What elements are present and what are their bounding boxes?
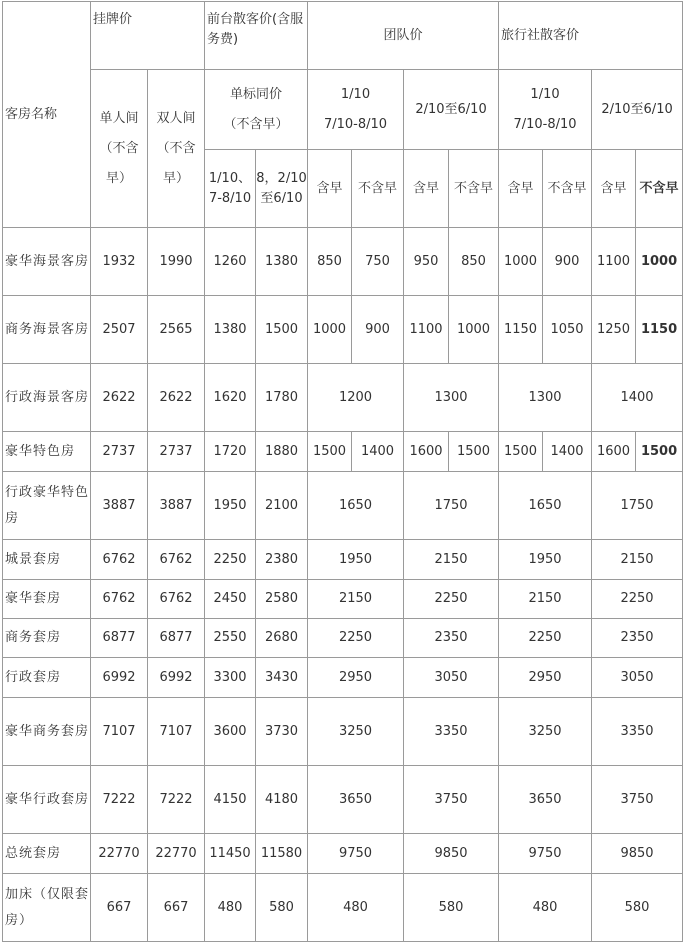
price-cell: 3750 <box>592 766 683 834</box>
price-cell: 1500 <box>499 432 543 472</box>
double-room-header: 双人间 （不含 早） <box>148 70 205 228</box>
table-row <box>3 296 683 364</box>
price-cell: 6877 <box>148 619 205 658</box>
price-cell: 1250 <box>592 296 636 364</box>
price-cell: 4150 <box>205 766 256 834</box>
price-cell: 1100 <box>404 296 449 364</box>
price-cell: 2737 <box>148 432 205 472</box>
price-cell: 1000 <box>636 228 683 296</box>
price-cell: 6762 <box>91 540 148 580</box>
price-cell: 6992 <box>91 658 148 698</box>
price-cell: 2622 <box>91 364 148 432</box>
price-cell: 9750 <box>499 834 592 874</box>
room-name-cell: 加床（仅限套房） <box>3 874 91 942</box>
price-cell: 22770 <box>91 834 148 874</box>
price-cell: 7107 <box>91 698 148 766</box>
price-cell: 2250 <box>205 540 256 580</box>
room-name-cell: 行政海景客房 <box>3 364 91 432</box>
price-cell: 1300 <box>404 364 499 432</box>
room-name-cell: 行政套房 <box>3 658 91 698</box>
group-price-header: 团队价 <box>308 2 499 70</box>
price-cell: 1500 <box>308 432 352 472</box>
price-cell: 9850 <box>592 834 683 874</box>
price-cell: 1720 <box>205 432 256 472</box>
price-cell: 9850 <box>404 834 499 874</box>
group-period-b-header: 2/10至6/10 <box>404 70 499 150</box>
list-price-header: 挂牌价 <box>91 2 205 70</box>
price-cell: 480 <box>499 874 592 942</box>
price-cell: 2250 <box>404 580 499 619</box>
price-cell: 2250 <box>499 619 592 658</box>
price-cell: 3250 <box>499 698 592 766</box>
price-cell: 6762 <box>148 540 205 580</box>
price-cell: 1990 <box>148 228 205 296</box>
price-cell: 2150 <box>592 540 683 580</box>
price-cell: 1500 <box>256 296 308 364</box>
price-cell: 900 <box>543 228 592 296</box>
price-cell: 1150 <box>499 296 543 364</box>
price-cell: 3350 <box>404 698 499 766</box>
travel-period-a-header: 1/10 7/10-8/10 <box>499 70 592 150</box>
price-cell: 1750 <box>592 472 683 540</box>
group-period-a-header: 1/10 7/10-8/10 <box>308 70 404 150</box>
room-name-cell: 豪华商务套房 <box>3 698 91 766</box>
with-breakfast-header: 含早 <box>499 150 543 228</box>
price-cell: 7107 <box>148 698 205 766</box>
price-cell: 6992 <box>148 658 205 698</box>
price-cell: 1380 <box>256 228 308 296</box>
price-cell: 3050 <box>592 658 683 698</box>
price-cell: 11450 <box>205 834 256 874</box>
room-name-header: 客房名称 <box>3 2 91 228</box>
price-cell: 3650 <box>499 766 592 834</box>
price-cell: 667 <box>148 874 205 942</box>
price-cell: 1932 <box>91 228 148 296</box>
room-name-cell: 总统套房 <box>3 834 91 874</box>
price-cell: 1950 <box>308 540 404 580</box>
table-row <box>3 364 683 432</box>
with-breakfast-header: 含早 <box>592 150 636 228</box>
price-cell: 1650 <box>499 472 592 540</box>
room-name-cell: 豪华行政套房 <box>3 766 91 834</box>
price-cell: 2737 <box>91 432 148 472</box>
price-cell: 1620 <box>205 364 256 432</box>
price-cell: 1780 <box>256 364 308 432</box>
price-cell: 1150 <box>636 296 683 364</box>
price-cell: 480 <box>205 874 256 942</box>
price-cell: 1600 <box>404 432 449 472</box>
table-row <box>3 432 683 472</box>
price-cell: 2507 <box>91 296 148 364</box>
room-name-cell: 豪华套房 <box>3 580 91 619</box>
price-cell: 2450 <box>205 580 256 619</box>
price-cell: 1400 <box>592 364 683 432</box>
price-cell: 1200 <box>308 364 404 432</box>
price-cell: 1000 <box>449 296 499 364</box>
price-cell: 2350 <box>592 619 683 658</box>
price-cell: 2565 <box>148 296 205 364</box>
front-desk-period-2-header: 8，2/10 至6/10 <box>256 150 308 228</box>
table-row <box>3 619 683 658</box>
price-cell: 1600 <box>592 432 636 472</box>
price-cell: 2680 <box>256 619 308 658</box>
price-cell: 2150 <box>308 580 404 619</box>
price-cell: 3350 <box>592 698 683 766</box>
price-cell: 3650 <box>308 766 404 834</box>
price-cell: 1000 <box>308 296 352 364</box>
with-breakfast-header: 含早 <box>404 150 449 228</box>
price-cell: 1260 <box>205 228 256 296</box>
table-row <box>3 698 683 766</box>
price-cell: 1000 <box>499 228 543 296</box>
price-cell: 3750 <box>404 766 499 834</box>
price-cell: 6877 <box>91 619 148 658</box>
price-cell: 1380 <box>205 296 256 364</box>
room-name-cell: 行政豪华特色房 <box>3 472 91 540</box>
price-cell: 3887 <box>91 472 148 540</box>
price-cell: 2100 <box>256 472 308 540</box>
table-row <box>3 580 683 619</box>
price-cell: 3887 <box>148 472 205 540</box>
room-rate-table <box>2 1 683 942</box>
price-cell: 4180 <box>256 766 308 834</box>
price-cell: 2550 <box>205 619 256 658</box>
price-cell: 3600 <box>205 698 256 766</box>
price-cell: 2950 <box>308 658 404 698</box>
front-desk-period-1-header: 1/10、 7-8/10 <box>205 150 256 228</box>
price-cell: 667 <box>91 874 148 942</box>
price-cell: 7222 <box>148 766 205 834</box>
travel-agency-price-header: 旅行社散客价 <box>499 2 683 70</box>
price-cell: 2950 <box>499 658 592 698</box>
price-cell: 580 <box>256 874 308 942</box>
price-cell: 1100 <box>592 228 636 296</box>
price-cell: 3300 <box>205 658 256 698</box>
price-cell: 750 <box>352 228 404 296</box>
room-name-cell: 商务海景客房 <box>3 296 91 364</box>
price-cell: 1950 <box>499 540 592 580</box>
room-name-cell: 豪华海景客房 <box>3 228 91 296</box>
price-cell: 3250 <box>308 698 404 766</box>
price-cell: 1400 <box>543 432 592 472</box>
price-cell: 1050 <box>543 296 592 364</box>
price-cell: 2622 <box>148 364 205 432</box>
header-row-1 <box>3 2 683 70</box>
without-breakfast-header: 不含早 <box>543 150 592 228</box>
single-room-header: 单人间 （不含 早） <box>91 70 148 228</box>
price-cell: 1880 <box>256 432 308 472</box>
room-name-cell: 豪华特色房 <box>3 432 91 472</box>
room-name-cell: 城景套房 <box>3 540 91 580</box>
price-cell: 1500 <box>636 432 683 472</box>
price-cell: 3430 <box>256 658 308 698</box>
price-cell: 1300 <box>499 364 592 432</box>
price-cell: 22770 <box>148 834 205 874</box>
price-cell: 11580 <box>256 834 308 874</box>
price-cell: 6762 <box>91 580 148 619</box>
front-desk-price-header: 前台散客价(含服务费) <box>205 2 308 70</box>
price-cell: 1400 <box>352 432 404 472</box>
table-row <box>3 540 683 580</box>
price-cell: 6762 <box>148 580 205 619</box>
price-cell: 2250 <box>592 580 683 619</box>
without-breakfast-header: 不含早 <box>449 150 499 228</box>
price-cell: 1500 <box>449 432 499 472</box>
price-cell: 900 <box>352 296 404 364</box>
without-breakfast-header: 不含早 <box>636 150 683 228</box>
with-breakfast-header: 含早 <box>308 150 352 228</box>
price-cell: 2250 <box>308 619 404 658</box>
price-cell: 1650 <box>308 472 404 540</box>
price-cell: 950 <box>404 228 449 296</box>
price-cell: 850 <box>449 228 499 296</box>
table-row <box>3 472 683 540</box>
travel-period-b-header: 2/10至6/10 <box>592 70 683 150</box>
price-cell: 850 <box>308 228 352 296</box>
table-row <box>3 228 683 296</box>
price-cell: 580 <box>404 874 499 942</box>
without-breakfast-header: 不含早 <box>352 150 404 228</box>
table-row <box>3 766 683 834</box>
header-row-2 <box>3 70 683 150</box>
price-cell: 3050 <box>404 658 499 698</box>
price-cell: 9750 <box>308 834 404 874</box>
table-row <box>3 874 683 942</box>
price-cell: 2150 <box>499 580 592 619</box>
price-cell: 1950 <box>205 472 256 540</box>
price-cell: 3730 <box>256 698 308 766</box>
room-name-cell: 商务套房 <box>3 619 91 658</box>
single-std-same-header: 单标同价 （不含早） <box>205 70 308 150</box>
price-cell: 2150 <box>404 540 499 580</box>
price-cell: 2580 <box>256 580 308 619</box>
price-cell: 480 <box>308 874 404 942</box>
price-cell: 580 <box>592 874 683 942</box>
price-cell: 7222 <box>91 766 148 834</box>
price-cell: 1750 <box>404 472 499 540</box>
price-cell: 2350 <box>404 619 499 658</box>
price-cell: 2380 <box>256 540 308 580</box>
table-row <box>3 834 683 874</box>
table-row <box>3 658 683 698</box>
